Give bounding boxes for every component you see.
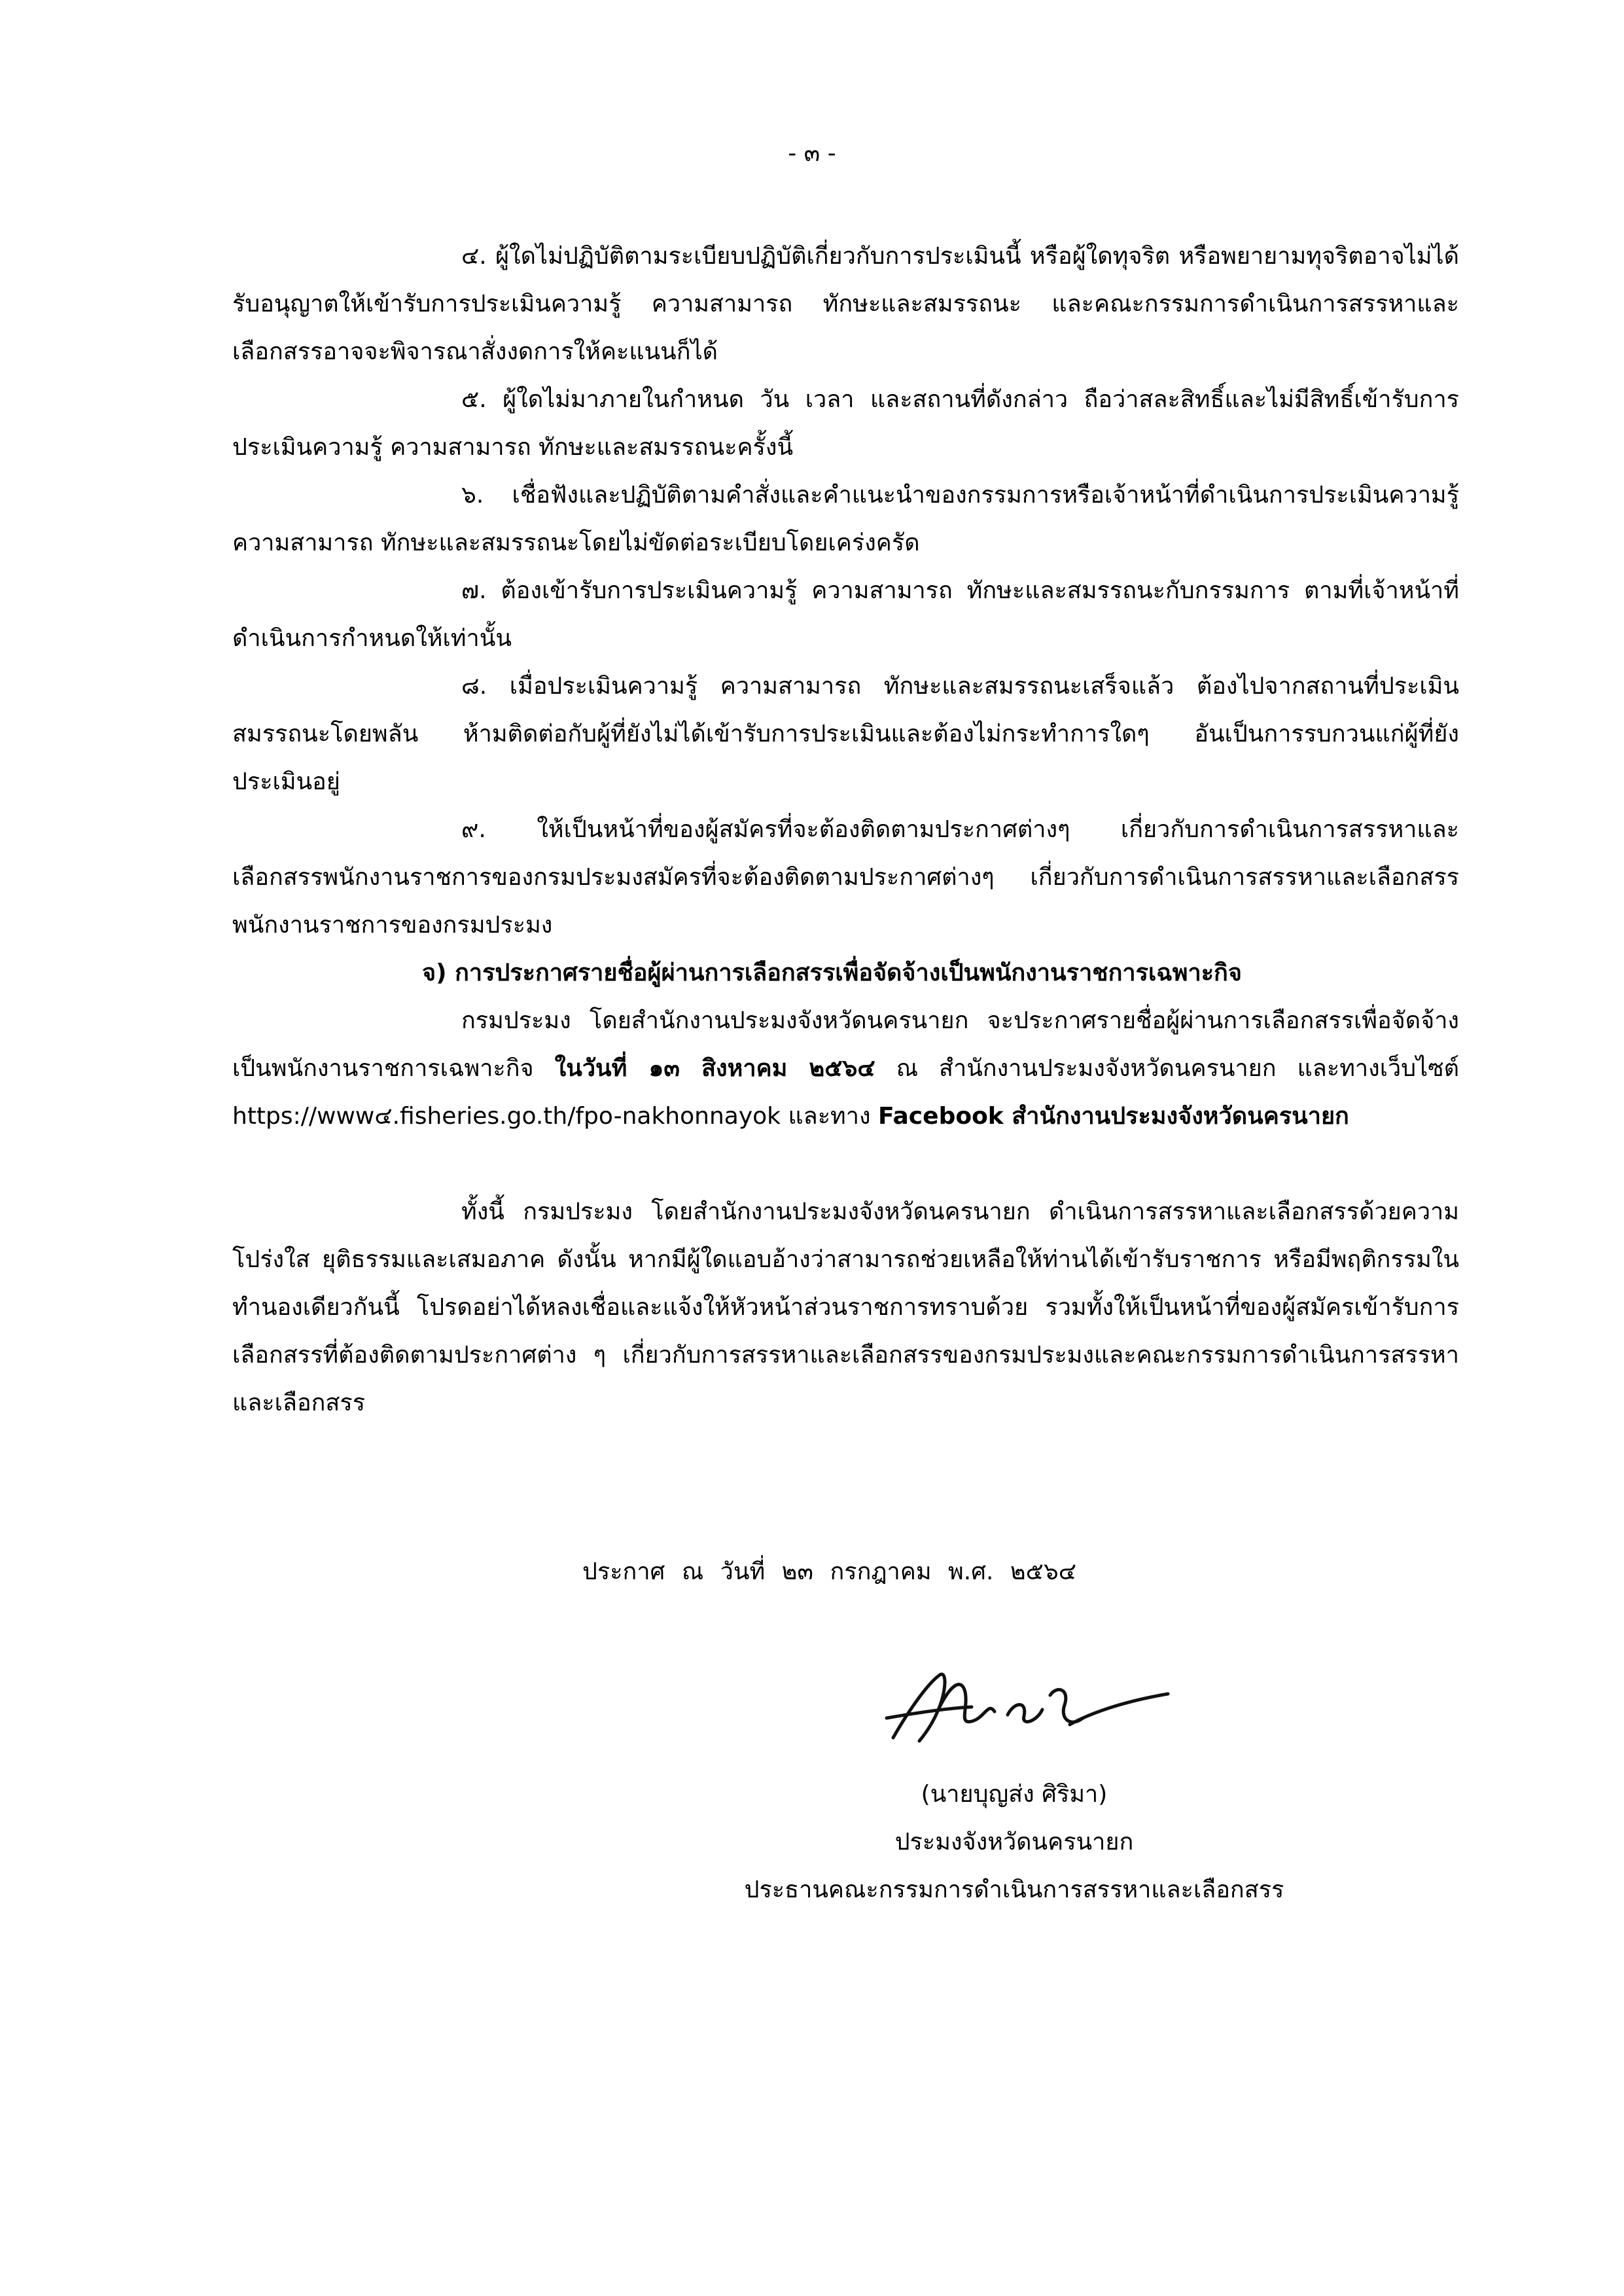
document-body: [232, 232, 1459, 1427]
section-e-text-1: กรมประมง โดยสำนักงานประมงจังหวัดนครนายก จะประกาศรายชื่อผู้ผ่านการเลือกสรรเพื่อจัดจ้างเป็นพนักงานราชการเฉพาะกิจ: [232, 1007, 1459, 1082]
signatory-name: (นายบุญส่ง ศิริมา): [921, 1781, 1108, 1808]
section-e-text-3: และทาง: [781, 1103, 879, 1130]
rule-8: ๘. เมื่อประเมินความรู้ ความสามารถ ทักษะและสมรรถนะเสร็จแล้ว ต้องไปจากสถานที่ประเมินสมรรถนะโดยพลัน ห้ามติดต่อกับผู้ที่ยังไม่ได้เข้ารับการประเมินและต้องไม่กระทำการใดๆ อันเป็นการรบกวนแก่ผู้ที่ยังประเมินอยู่: [232, 673, 1459, 795]
facebook-page-name: Facebook สำนักงานประมงจังหวัดนครนายก: [878, 1103, 1349, 1130]
rule-5: ๕. ผู้ใดไม่มาภายในกำหนด วัน เวลา และสถานที่ดังกล่าว ถือว่าสละสิทธิ์และไม่มีสิทธิ์เข้ารับการประเมินความรู้ ความสามารถ ทักษะและสมรรถนะครั้งนี้: [232, 386, 1459, 461]
paragraph-gap: [232, 1140, 1459, 1188]
signatory-role: ประธานคณะกรรมการดำเนินการสรรหาและเลือกสรร: [744, 1876, 1284, 1903]
section-e-heading: จ) การประกาศรายชื่อผู้ผ่านการเลือกสรรเพื่อจัดจ้างเป็นพนักงานราชการเฉพาะกิจ: [422, 960, 1242, 986]
signatory-position: ประมงจังหวัดนครนายก: [894, 1829, 1134, 1856]
website-link[interactable]: https://www๔.fisheries.go.th/fpo-nakhonnayok: [232, 1103, 781, 1130]
signatory-block: [589, 1770, 1439, 1914]
section-e-text-2: ณ สำนักงานประมงจังหวัดนครนายก และทางเว็บไซต์: [875, 1055, 1460, 1082]
section-e-paragraph: [232, 997, 1459, 1140]
closing-paragraph: ทั้งนี้ กรมประมง โดยสำนักงานประมงจังหวัดนครนายก ดำเนินการสรรหาและเลือกสรรด้วยความโปร่งใส ยุติธรรมและเสมอภาค ดังนั้น หากมีผู้ใดแอบอ้างว่าสามารถช่วยเหลือให้ท่านได้เข้ารับราชการ หรือมีพฤติกรรมในทำนองเดียวกันนี้ โปรดอย่าได้หลงเชื่อและแจ้งให้หัวหน้าส่วนราชการทราบด้วย รวมทั้งให้เป็นหน้าที่ของผู้สมัครเข้ารับการเลือกสรรที่ต้องติดตามประกาศต่าง ๆ เกี่ยวกับการสรรหาและเลือกสรรของกรมประมงและคณะกรรมการดำเนินการสรรหาและเลือกสรร: [232, 1198, 1459, 1416]
rule-6: ๖. เชื่อฟังและปฏิบัติตามคำสั่งและคำแนะนำของกรรมการหรือเจ้าหน้าที่ดำเนินการประเมินความรู้ ความสามารถ ทักษะและสมรรถนะโดยไม่ขัดต่อระเบียบโดยเคร่งครัด: [232, 482, 1459, 556]
rule-9: ๙. ให้เป็นหน้าที่ของผู้สมัครที่จะต้องติดตามประกาศต่างๆ เกี่ยวกับการดำเนินการสรรหาและเลือกสรรพนักงานราชการของกรมประมงสมัครที่จะต้องติดตามประกาศต่างๆ เกี่ยวกับการดำเนินการสรรหาและเลือกสรรพนักงานราชการของกรมประมง: [232, 816, 1459, 939]
signature-image: [874, 1656, 1181, 1754]
announcement-result-date: ในวันที่ ๑๓ สิงหาคม ๒๕๖๔: [554, 1055, 875, 1082]
rule-4: ๔. ผู้ใดไม่ปฏิบัติตามระเบียบปฏิบัติเกี่ยวกับการประเมินนี้ หรือผู้ใดทุจริต หรือพยายามทุจริตอาจไม่ได้รับอนุญาตให้เข้ารับการประเมินความรู้ ความสามารถ ทักษะและสมรรถนะ และคณะกรรมการดำเนินการสรรหาและเลือกสรรอาจจะพิจารณาสั่งงดการให้คะแนนก็ได้: [232, 243, 1459, 365]
announcement-date: ประกาศ ณ วันที่ ๒๓ กรกฎาคม พ.ศ. ๒๕๖๔: [582, 1558, 1077, 1585]
rule-7: ๗. ต้องเข้ารับการประเมินความรู้ ความสามารถ ทักษะและสมรรถนะกับกรรมการ ตามที่เจ้าหน้าที่ดำเนินการกำหนดให้เท่านั้น: [232, 577, 1459, 652]
page-number: - ๓ -: [788, 140, 836, 167]
